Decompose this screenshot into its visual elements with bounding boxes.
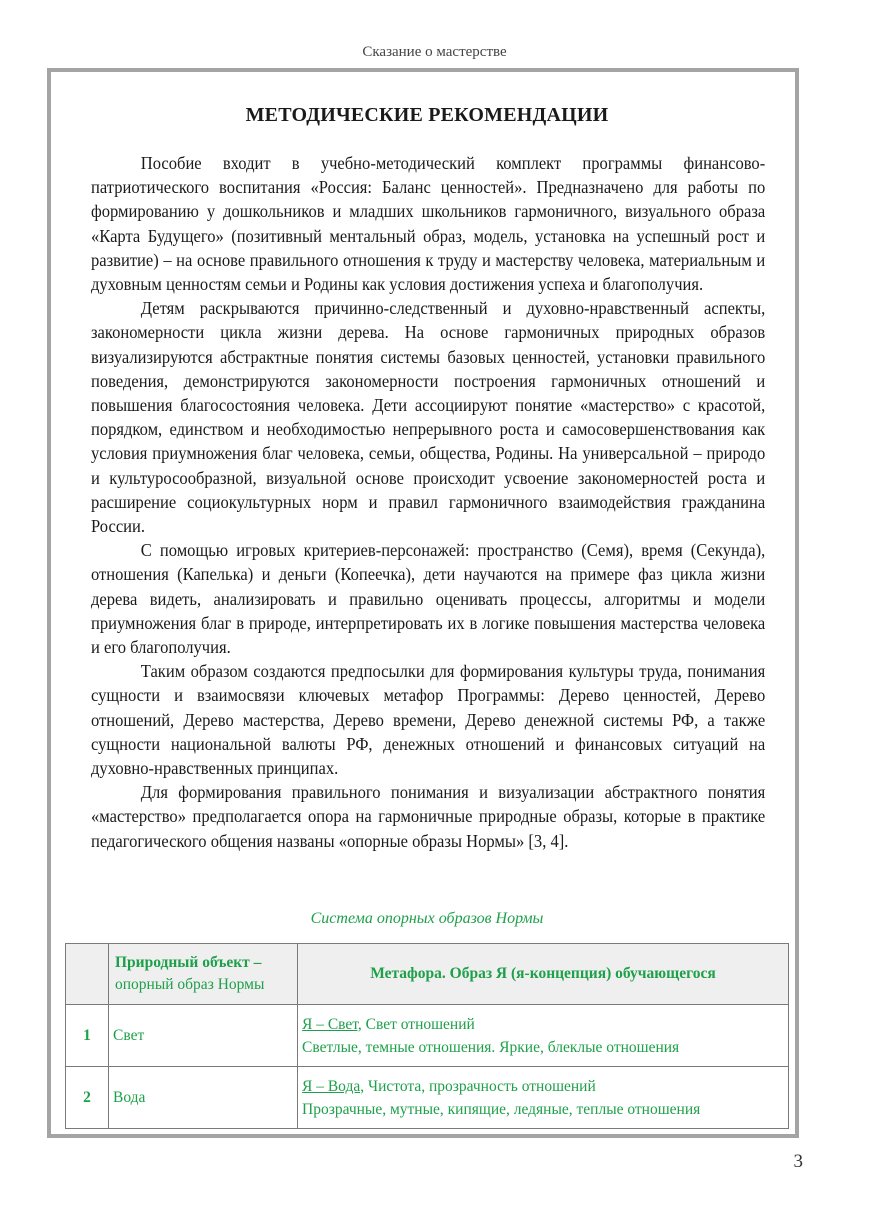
- paragraph-3: С помощью игровых критериев-персонажей: пространство (Семя), время (Секунда), отношения (Капелька) и деньги (Копеечка), дети научаются на примере фаз цикла жизни дерева видеть, анализировать и правильно оценивать процессы, алгоритмы и модели приумножения благ в природе, интерпретировать их в логике повышения мастерства человека и его благополучия.: [91, 540, 766, 658]
- page-title: МЕТОДИЧЕСКИЕ РЕКОМЕНДАЦИИ: [245, 104, 609, 126]
- page-number: 3: [793, 1151, 803, 1172]
- header-object-regular: опорный образ Нормы: [115, 976, 265, 993]
- header-object-cell: [109, 944, 298, 1005]
- metaphor-rest: Свет отношений: [361, 1015, 475, 1033]
- body-text: [91, 151, 765, 853]
- metaphor-link: Я – Вода,: [302, 1077, 365, 1095]
- row-metaphor: [298, 1067, 789, 1129]
- header-object-bold: Природный объект –: [115, 954, 262, 971]
- table-row: [66, 1067, 789, 1129]
- norms-table: [65, 943, 789, 1129]
- header-metaphor-cell: Метафора. Образ Я (я-концепция) обучающегося: [298, 944, 789, 1005]
- row-metaphor: [298, 1005, 789, 1067]
- row-object: Вода: [109, 1067, 298, 1129]
- paragraph-5: Для формирования правильного понимания и визуализации абстрактного понятия «мастерство» предполагается опора на гармоничные природные образы, которые в практике педагогического общения названы «опорные образы Нормы» [3, 4].: [91, 782, 766, 851]
- paragraph-4: Таким образом создаются предпосылки для формирования культуры труда, понимания сущности и взаимосвязи ключевых метафор Программы: Дерево ценностей, Дерево отношений, Дерево мастерства, Дерево времени, Дерево денежной системы РФ, а также сущности национальной валюты РФ, денежных отношений и финансовых ситуаций на духовно-нравственных принципах.: [91, 661, 766, 779]
- header-number-cell: [66, 944, 109, 1005]
- metaphor-line2: Светлые, темные отношения. Яркие, блеклые отношения: [302, 1038, 680, 1056]
- row-object: Свет: [109, 1005, 298, 1067]
- table-header-row: [66, 944, 789, 1005]
- row-number: 2: [66, 1067, 109, 1129]
- table-row: [66, 1005, 789, 1067]
- metaphor-rest: Чистота, прозрачность отношений: [364, 1077, 596, 1095]
- running-head: Сказание о мастерстве: [362, 44, 507, 60]
- row-number: 1: [66, 1005, 109, 1067]
- paragraph-2: Детям раскрываются причинно-следственный и духовно-нравственный аспекты, закономерности цикла жизни дерева. На основе гармоничных природных образов визуализируются абстрактные понятия системы базовых ценностей, установки правильного поведения, демонстрируются закономерности построения гармоничных отношений и повышения благосостояния человека. Дети ассоциируют понятие «мастерство» с красотой, порядком, единством и необходимостью непрерывного роста и самосовершенствования как условия приумножения благ человека, семьи, общества, Родины. На универсальной – природо и культуросообразной, визуальной основе происходит усвоение закономерностей роста и расширение социокультурных норм и правил гармоничного взаимодействия гражданина России.: [91, 298, 766, 537]
- paragraph-1: Пособие входит в учебно-методический комплект программы финансово-патриотического воспитания «Россия: Баланс ценностей». Предназначено для работы по формированию у дошкольников и младших школьников гармоничного, визуального образа «Карта Будущего» (позитивный ментальный образ, модель, установка на успешный рост и развитие) – на основе правильного отношения к труду и мастерству человека, материальным и духовным ценностям семьи и Родины как условия достижения успеха и благополучия.: [91, 153, 766, 295]
- metaphor-link: Я – Свет,: [302, 1015, 362, 1033]
- content-frame: [47, 68, 799, 1138]
- metaphor-line2: Прозрачные, мутные, кипящие, ледяные, теплые отношения: [302, 1100, 701, 1118]
- table-caption: Система опорных образов Нормы: [310, 910, 544, 927]
